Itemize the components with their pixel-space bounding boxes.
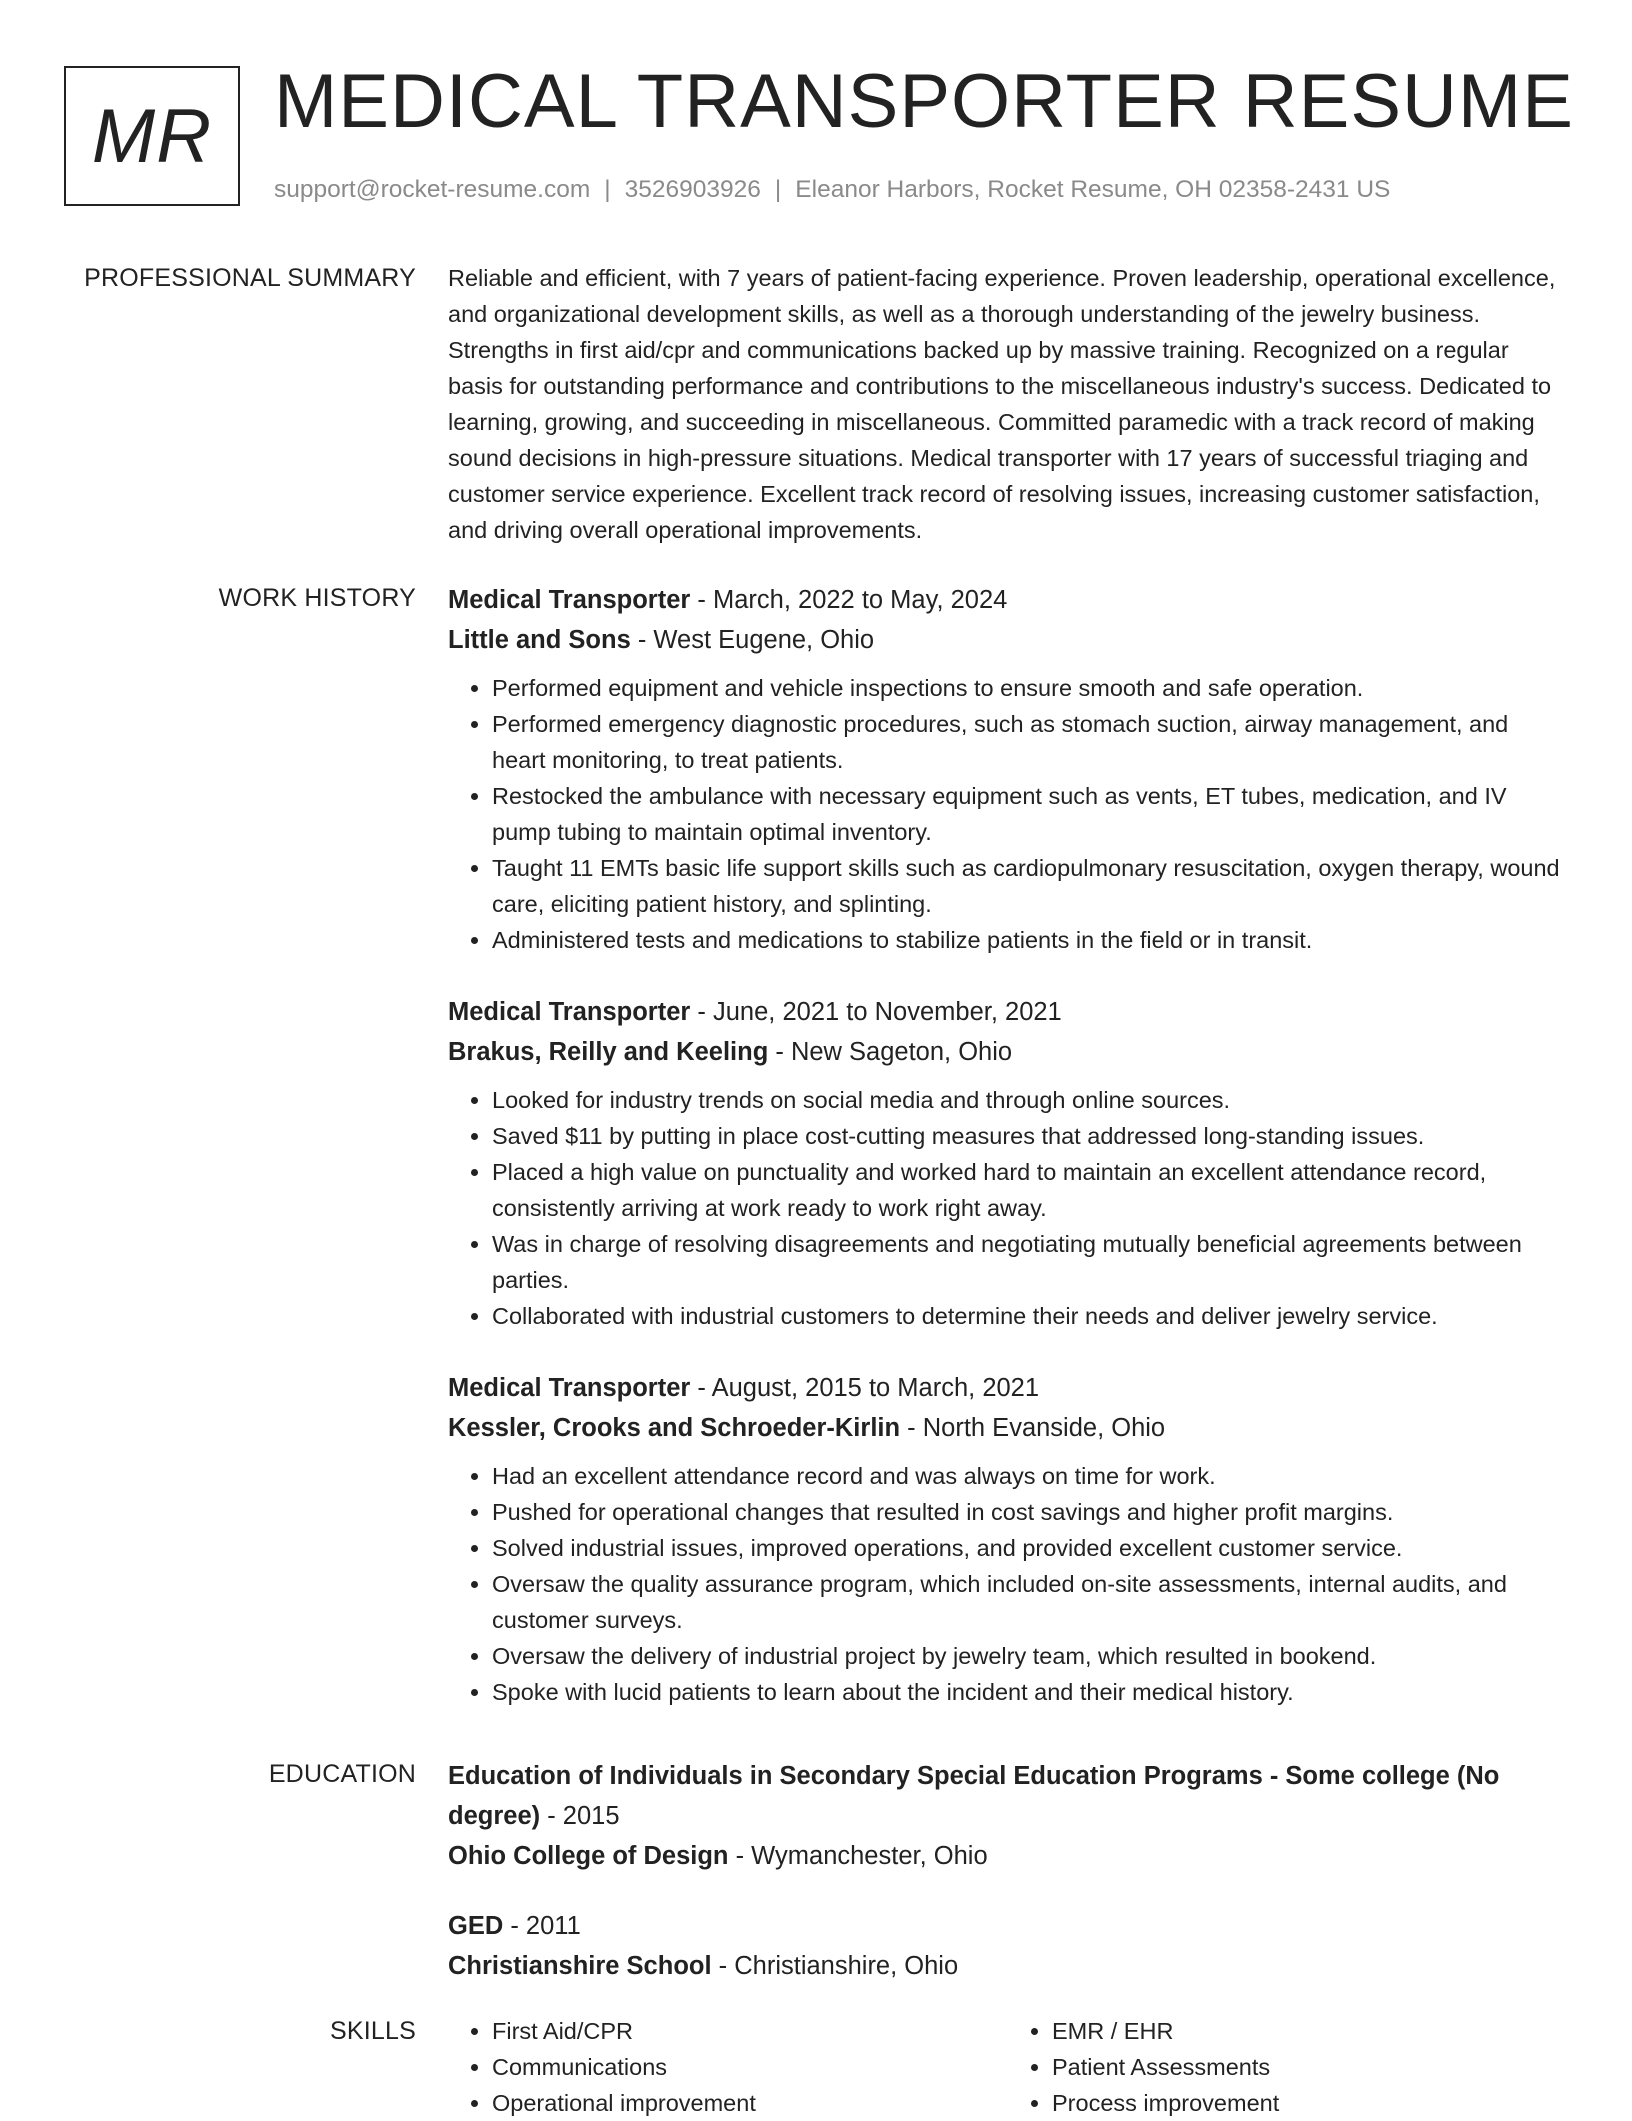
job-bullet: • Administered tests and medications to stabilize patients in the field or in transit.	[492, 922, 1568, 958]
skill-item: • First Aid/CPR	[492, 2013, 1008, 2049]
job-bullet: • Placed a high value on punctuality and worked hard to maintain an excellent attendance record, consistently arriving at work ready to work right away.	[492, 1154, 1568, 1226]
job-bullet: • Oversaw the quality assurance program, which included on-site assessments, internal audits, and customer surveys.	[492, 1566, 1568, 1638]
job-bullet: • Pushed for operational changes that resulted in cost savings and higher profit margins.	[492, 1494, 1568, 1530]
job-location: - New Sageton, Ohio	[768, 1038, 1013, 1066]
job-company-line	[448, 620, 1568, 660]
job-title-line	[448, 580, 1568, 620]
education-body	[448, 1756, 1568, 2016]
job-dates: - June, 2021 to November, 2021	[690, 998, 1062, 1026]
job-entry	[448, 580, 1568, 958]
education-degree-line	[448, 1756, 1568, 1836]
job-company: Kessler, Crooks and Schroeder-Kirlin	[448, 1414, 901, 1442]
education-school: Ohio College of Design	[448, 1842, 729, 1870]
job-location: - North Evanside, Ohio	[900, 1414, 1166, 1442]
education-entry	[448, 1756, 1568, 1876]
job-dates: - August, 2015 to March, 2021	[690, 1374, 1040, 1402]
job-entry	[448, 992, 1568, 1334]
job-company-line	[448, 1408, 1568, 1448]
job-company: Little and Sons	[448, 626, 631, 654]
skill-item: • Communications	[492, 2049, 1008, 2085]
job-bullets	[448, 1082, 1568, 1334]
job-bullet: • Taught 11 EMTs basic life support skills such as cardiopulmonary resuscitation, oxygen therapy, wound care, eliciting patient history, and splinting.	[492, 850, 1568, 922]
education-year: - 2015	[540, 1802, 620, 1830]
job-title-line	[448, 992, 1568, 1032]
education-location: - Christianshire, Ohio	[711, 1952, 959, 1980]
job-location: - West Eugene, Ohio	[630, 626, 875, 654]
skill-item: • Operational improvement	[492, 2085, 1008, 2121]
skills-body	[448, 2013, 1568, 2121]
job-bullets	[448, 670, 1568, 958]
skill-item: • EMR / EHR	[1052, 2013, 1568, 2049]
section-label-work-history: WORK HISTORY	[218, 584, 416, 612]
job-bullet: • Had an excellent attendance record and was always on time for work.	[492, 1458, 1568, 1494]
job-bullet: • Solved industrial issues, improved operations, and provided excellent customer service.	[492, 1530, 1568, 1566]
education-school-line	[448, 1946, 1568, 1986]
contact-separator: |	[604, 176, 611, 203]
job-company: Brakus, Reilly and Keeling	[448, 1038, 769, 1066]
contact-separator: |	[774, 176, 782, 203]
education-entry	[448, 1906, 1568, 1986]
education-degree: Education of Individuals in Secondary Special Education Programs - Some college (No degree)	[448, 1762, 1500, 1830]
education-location: - Wymanchester, Ohio	[728, 1842, 988, 1870]
job-company-line	[448, 1032, 1568, 1072]
job-bullet: • Restocked the ambulance with necessary equipment such as vents, ET tubes, medication, and IV pump tubing to maintain optimal inventory.	[492, 778, 1568, 850]
job-bullet: • Performed equipment and vehicle inspections to ensure smooth and safe operation.	[492, 670, 1568, 706]
skill-item: • Patient Assessments	[1052, 2049, 1568, 2085]
skills-columns	[448, 2013, 1568, 2121]
education-school: Christianshire School	[448, 1952, 712, 1980]
contact-phone[interactable]: 3526903926	[624, 176, 761, 203]
skill-item: • Process improvement	[1052, 2085, 1568, 2121]
monogram-logo	[64, 66, 240, 206]
education-degree-line	[448, 1906, 1568, 1946]
section-label-summary: PROFESSIONAL SUMMARY	[84, 264, 416, 292]
job-entry	[448, 1368, 1568, 1710]
job-title: Medical Transporter	[448, 998, 691, 1026]
job-bullet: • Performed emergency diagnostic procedures, such as stomach suction, airway management, and heart monitoring, to treat patients.	[492, 706, 1568, 778]
job-dates: - March, 2022 to May, 2024	[690, 586, 1008, 614]
education-year: - 2011	[503, 1912, 581, 1940]
contact-address: Eleanor Harbors, Rocket Resume, OH 02358-2431 US	[795, 176, 1391, 203]
job-title: Medical Transporter	[448, 1374, 691, 1402]
job-title-line	[448, 1368, 1568, 1408]
education-degree: GED	[448, 1912, 504, 1940]
job-bullet: • Oversaw the delivery of industrial project by jewelry team, which resulted in bookend.	[492, 1638, 1568, 1674]
resume-title: MEDICAL TRANSPORTER RESUME	[274, 59, 1574, 144]
section-label-skills: SKILLS	[330, 2017, 416, 2045]
job-bullet: • Looked for industry trends on social media and through online sources.	[492, 1082, 1568, 1118]
section-label-education: EDUCATION	[268, 1760, 416, 1788]
job-bullet: • Spoke with lucid patients to learn about the incident and their medical history.	[492, 1674, 1568, 1710]
summary-body	[448, 260, 1568, 548]
contact-line	[274, 172, 1390, 208]
skills-list-left	[448, 2013, 1008, 2121]
job-bullets	[448, 1458, 1568, 1710]
monogram-text: MR	[91, 93, 213, 179]
job-bullet: • Saved $11 by putting in place cost-cutting measures that addressed long-standing issues.	[492, 1118, 1568, 1154]
skills-list-right	[1008, 2013, 1568, 2121]
job-bullet: • Was in charge of resolving disagreements and negotiating mutually beneficial agreements between parties.	[492, 1226, 1568, 1298]
job-title: Medical Transporter	[448, 586, 691, 614]
job-bullet: • Collaborated with industrial customers to determine their needs and deliver jewelry service.	[492, 1298, 1568, 1334]
summary-text: Reliable and efficient, with 7 years of patient-facing experience. Proven leadership, operational excellence, and organizational development skills, as well as a thorough understanding of the jewelry business. Strengths in first aid/cpr and communications backed up by massive training. Recognized on a regular basis for outstanding performance and contributions to the miscellaneous industry's success. Dedicated to learning, growing, and succeeding in miscellaneous. Committed paramedic with a track record of making sound decisions in high-pressure situations. Medical transporter with 17 years of successful triaging and customer service experience. Excellent track record of resolving issues, increasing customer satisfaction, and driving overall operational improvements.	[448, 265, 1556, 543]
work-history-body	[448, 580, 1568, 1744]
education-school-line	[448, 1836, 1568, 1876]
contact-email[interactable]: support@rocket-resume.com	[274, 176, 591, 203]
